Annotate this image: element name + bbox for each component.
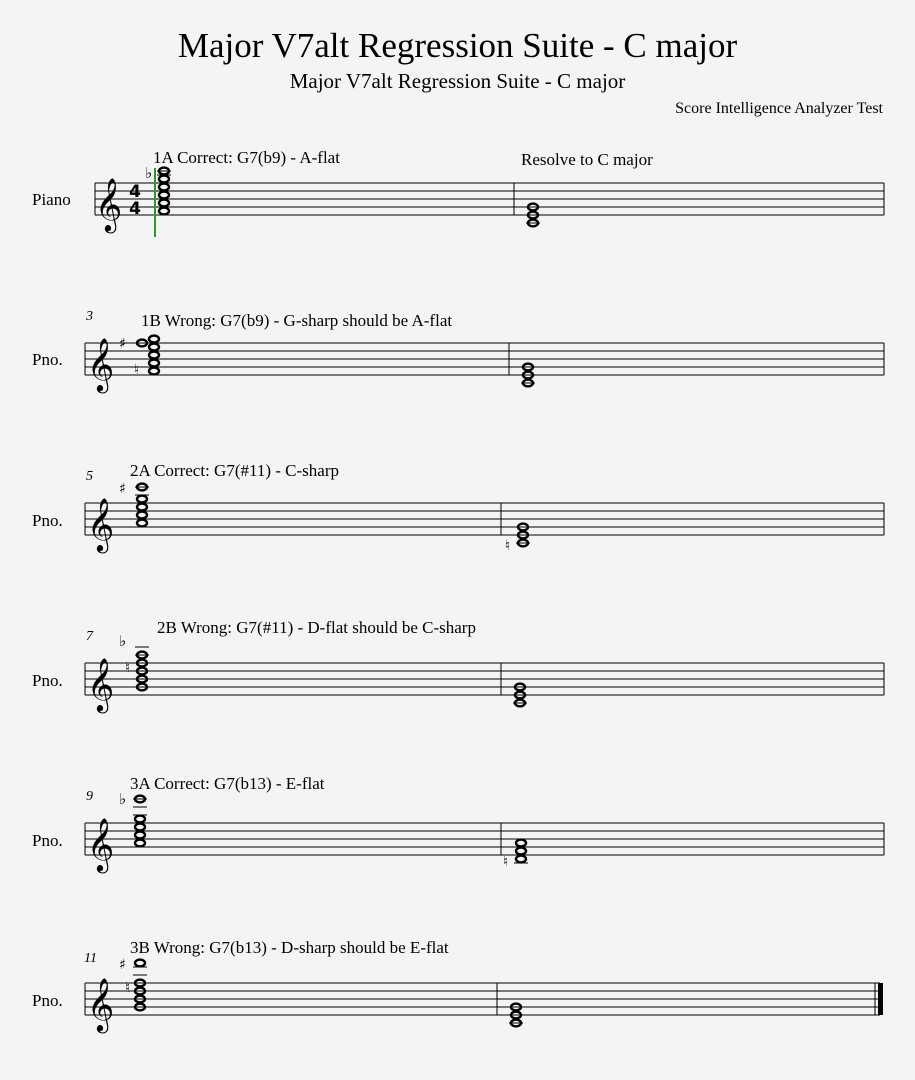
chord-notes (137, 336, 159, 375)
staff-system (0, 620, 915, 730)
score-subtitle: Major V7alt Regression Suite - C major (289, 69, 626, 93)
staff-system (0, 140, 915, 250)
treble-clef-icon: 𝄞 (87, 497, 115, 551)
chord-notes (137, 484, 147, 527)
sharp-icon: ♯ (119, 336, 126, 352)
measure-number: 9 (86, 789, 93, 804)
staff-system (0, 460, 915, 570)
instrument-name: Pno. (32, 511, 63, 530)
music-staff (0, 140, 915, 250)
sharp-icon: ♯ (119, 957, 126, 973)
flat-icon: ♭ (119, 790, 127, 808)
chord-annotation: 3A Correct: G7(b13) - E-flat (130, 774, 325, 793)
natural-icon: ♮ (125, 980, 131, 996)
chord-annotation: Resolve to C major (521, 150, 653, 169)
measure-number: 5 (86, 469, 93, 484)
measure-number: 7 (86, 629, 93, 644)
treble-clef-icon: 𝄞 (95, 177, 123, 231)
staff-system (0, 774, 915, 890)
flat-icon: ♭ (145, 164, 153, 182)
natural-icon: ♮ (134, 362, 140, 378)
svg-text:4: 4 (129, 182, 141, 202)
instrument-name: Piano (32, 190, 71, 209)
instrument-name: Pno. (32, 350, 63, 369)
music-staff (0, 940, 915, 1050)
music-staff (0, 300, 915, 410)
chord-annotation: 2B Wrong: G7(#11) - D-flat should be C-sharp (157, 618, 476, 637)
natural-icon: ♮ (505, 538, 511, 554)
chord-annotation: 1B Wrong: G7(b9) - G-sharp should be A-flat (141, 311, 453, 330)
music-staff (0, 460, 915, 570)
chord-annotation: 2A Correct: G7(#11) - C-sharp (130, 461, 339, 480)
score-composer: Score Intelligence Analyzer Test (675, 100, 883, 117)
music-staff (0, 780, 915, 890)
music-staff (0, 620, 915, 730)
chord-annotation: 3B Wrong: G7(b13) - D-sharp should be E-flat (130, 938, 449, 957)
treble-clef-icon: 𝄞 (87, 817, 115, 871)
staff-system (0, 940, 915, 1050)
svg-text:4: 4 (129, 199, 141, 219)
measure-number: 3 (86, 309, 93, 324)
instrument-name: Pno. (32, 991, 63, 1010)
score-title: Major V7alt Regression Suite - C major (177, 26, 738, 65)
treble-clef-icon: 𝄞 (87, 977, 115, 1031)
final-barline (878, 983, 883, 1015)
chord-annotation: 1A Correct: G7(b9) - A-flat (153, 148, 340, 167)
time-signature (129, 182, 141, 219)
instrument-name: Pno. (32, 831, 63, 850)
instrument-name: Pno. (32, 671, 63, 690)
measure-number: 11 (84, 951, 97, 966)
natural-icon: ♮ (125, 660, 131, 676)
natural-icon: ♮ (503, 854, 509, 870)
treble-clef-icon: 𝄞 (87, 657, 115, 711)
treble-clef-icon: 𝄞 (87, 337, 115, 391)
flat-icon: ♭ (119, 632, 127, 650)
staff-system (0, 300, 915, 410)
sharp-icon: ♯ (119, 481, 126, 497)
chord-notes (516, 840, 526, 863)
chord-notes (135, 796, 145, 847)
